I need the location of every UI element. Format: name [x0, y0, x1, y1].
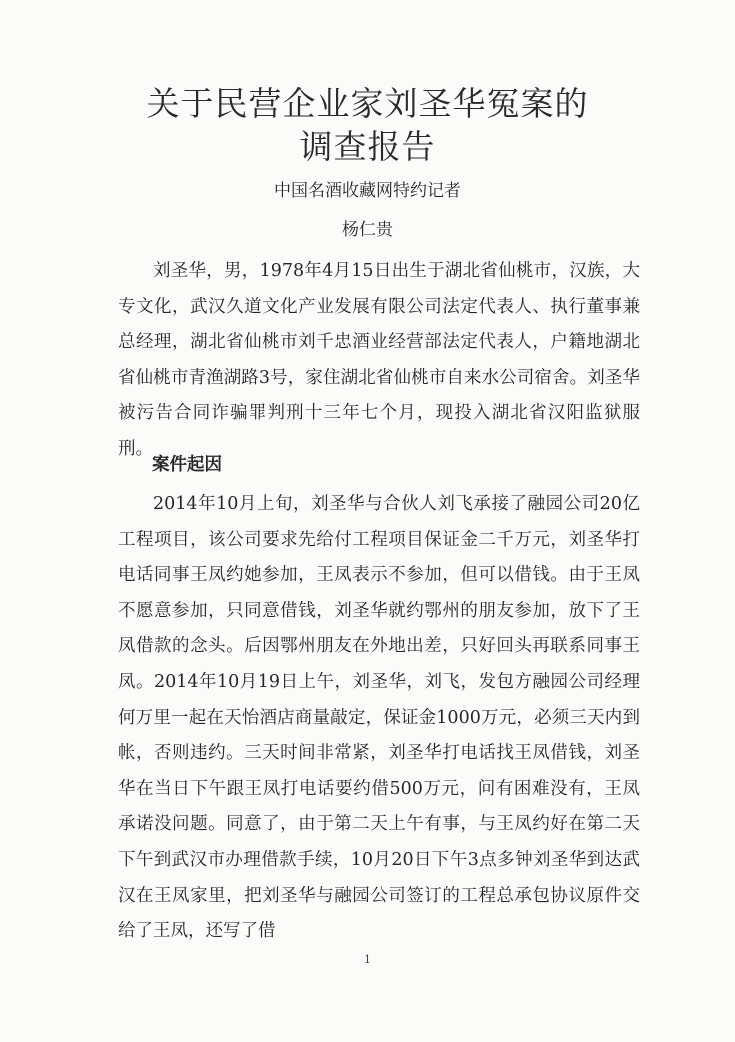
paragraph-biography: 刘圣华，男，1978年4月15日出生于湖北省仙桃市，汉族，大专文化，武汉久道文化产业发展有限公司法定代表人、执行董事兼总经理，湖北省仙桃市刘千忠酒业经营部法定代表人，户籍地湖北省仙桃市青渔湖路3号，家住湖北省仙桃市自来水公司宿舍。刘圣华被污告合同诈骗罪判刑十三年七个月，现投入湖北省汉阳监狱服刑。: [118, 261, 640, 459]
document-title-line2: 调查报告: [299, 127, 436, 166]
author-name: 杨仁贵: [342, 220, 393, 240]
section-heading-case-origin: 案件起因: [152, 455, 222, 475]
document-title-line1: 关于民营企业家刘圣华冤案的: [146, 84, 589, 123]
author-organization: 中国名酒收藏网特约记者: [274, 181, 461, 201]
paragraph-case-origin: 2014年10月上旬，刘圣华与合伙人刘飞承接了融园公司20亿工程项目，该公司要求先给付工程项目保证金二千万元，刘圣华打电话同事王凤约她参加，王凤表示不参加，但可以借钱。由于王凤不愿意参加，只同意借钱，刘圣华就约鄂州的朋友参加，放下了王凤借款的念头。后因鄂州朋友在外地出差，只好回头再联系同事王凤。2014年10月19日上午，刘圣华，刘飞，发包方融园公司经理何万里一起在天怡酒店商量敲定，保证金1000万元，必须三天内到帐，否则违约。三天时间非常紧，刘圣华打电话找王凤借钱，刘圣华在当日下午跟王凤打电话要约借500万元，问有困难没有，王凤承诺没问题。同意了，由于第二天上午有事，与王凤约好在第二天下午到武汉市办理借款手续，10月20日下午3点多钟刘圣华到达武汉在王凤家里，把刘圣华与融园公司签订的工程总承包协议原件交给了王凤，还写了借: [118, 494, 640, 942]
page-number: 1: [364, 953, 371, 966]
